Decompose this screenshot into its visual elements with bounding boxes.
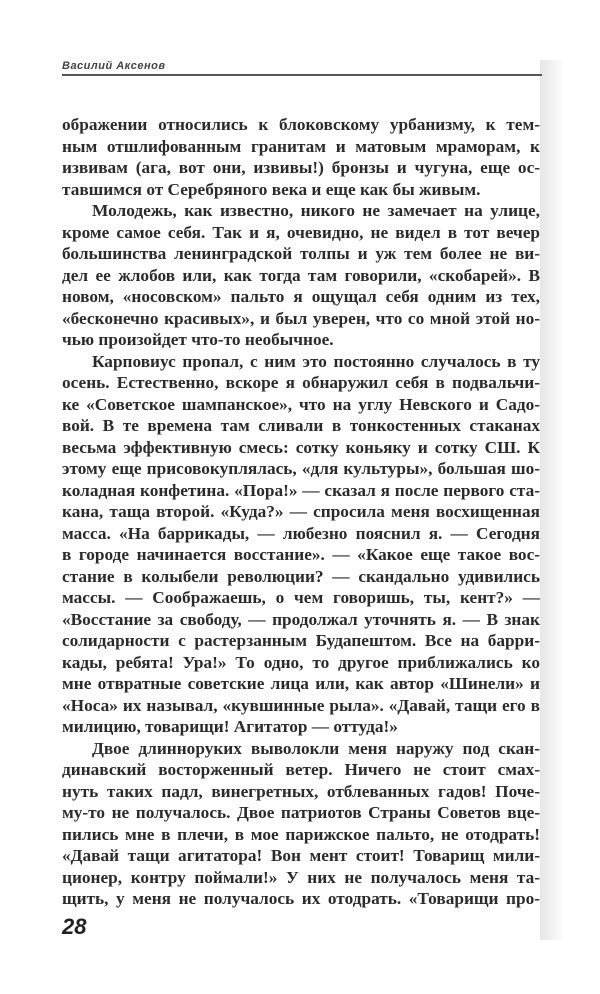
text-line: «Давай тащи агитатора! Вон мент стоит! Товарищ мили- bbox=[62, 846, 540, 865]
text-line: му-то не получалось. Двое патриотов Страны Советов вце- bbox=[62, 803, 540, 822]
text-line: ционер, контру поймали!» У них не получалось меня та- bbox=[62, 867, 540, 887]
running-head bbox=[62, 56, 542, 76]
text-line: ным отшлифованным гранитам и матовым мраморам, к bbox=[62, 136, 540, 156]
text-line: вой. В те времена там сливали в тонкостенных стаканах bbox=[62, 416, 540, 435]
text-line: «бесконечно красивых», и был уверен, что со мной этой но- bbox=[62, 308, 540, 328]
text-line: милицию, товарищи! Агитатор — оттуда!» bbox=[62, 717, 398, 736]
text-line: тавшимся от Серебряного века и еще как бы живым. bbox=[62, 179, 481, 199]
text-line: весьма эффективную смесь: сотку коньяку и сотку СШ. К bbox=[62, 437, 540, 457]
body-text bbox=[62, 114, 540, 910]
text-line: нуть таких падл, винегретных, отблеванных гадов! Поче- bbox=[62, 781, 540, 801]
running-head-author: Василий Аксенов bbox=[62, 60, 166, 72]
text-line: кады, ребята! Ура!» То одно, то другое приближались ко bbox=[62, 652, 540, 672]
text-line: ке «Советское шампанское», что на углу Невского и Садо- bbox=[62, 394, 540, 414]
text-line: в городе начинается восстание». — «Какое еще такое вос- bbox=[62, 545, 540, 564]
text-line: Двое длинноруких выволокли меня наружу под скан- bbox=[92, 738, 540, 758]
paragraph bbox=[62, 738, 540, 910]
text-line: ображении относились к блоковскому урбанизму, к тем- bbox=[62, 115, 540, 134]
text-line: масса. «На баррикады, — любезно пояснил я. — Сегодня bbox=[62, 523, 540, 543]
paragraph bbox=[62, 200, 540, 351]
page-number: 28 bbox=[62, 914, 87, 939]
text-line: чью произойдет что-то необычное. bbox=[62, 330, 334, 349]
text-line: щить, у меня не получалось их отодрать. «Товарищи про- bbox=[62, 889, 540, 908]
text-line: дел ее жлобов или, как тогда там говорили, «скобарей». В bbox=[62, 265, 540, 285]
text-line: пились мне в плечи, в мое парижское пальто, не отодрать! bbox=[62, 824, 540, 844]
text-line: динавский восторженный ветер. Ничего не стоит смах- bbox=[62, 760, 540, 779]
text-line: этому еще присовокуплялась, «для культуры», большая шо- bbox=[62, 459, 540, 478]
paragraph bbox=[62, 351, 540, 738]
text-line: извивам (ага, вот они, извивы!) бронзы и чугуна, еще ос- bbox=[62, 158, 540, 177]
text-line: большинства ленинградской толпы и уж тем более не ви- bbox=[62, 244, 540, 263]
page-gutter-shadow bbox=[540, 60, 562, 940]
text-line: осень. Естественно, вскоре я обнаружил себя в подвальчи- bbox=[62, 373, 540, 392]
text-line: новом, «носовском» пальто я ощущал себя одним из тех, bbox=[62, 287, 540, 306]
text-line: коладная конфетина. «Пора!» — сказал я после первого ста- bbox=[62, 480, 540, 500]
text-line: массы. — Соображаешь, о чем говоришь, ты, кент?» — bbox=[62, 588, 540, 607]
text-line: кроме самое себя. Так и я, очевидно, не видел в тот вечер bbox=[62, 222, 540, 242]
text-line: «Носа» их называл, «кувшинные рыла». «Давай, тащи его в bbox=[62, 695, 540, 715]
text-line: Молодежь, как известно, никого не замечает на улице, bbox=[92, 201, 540, 220]
text-line: кана, таща второй. «Куда?» — спросила меня восхищенная bbox=[62, 502, 540, 521]
text-line: мне отвратные советские лица или, как автор «Шинели» и bbox=[62, 674, 540, 693]
text-line: Карповиус пропал, с ним это постоянно случалось в ту bbox=[92, 351, 540, 371]
text-line: «Восстание за свободу, — продолжал уточнять я. — В знак bbox=[62, 609, 540, 629]
paragraph bbox=[62, 114, 540, 200]
text-line: стание в колыбели революции? — скандально удивились bbox=[62, 566, 540, 586]
text-line: солидарности с растерзанным Будапештом. Все на барри- bbox=[62, 631, 540, 650]
